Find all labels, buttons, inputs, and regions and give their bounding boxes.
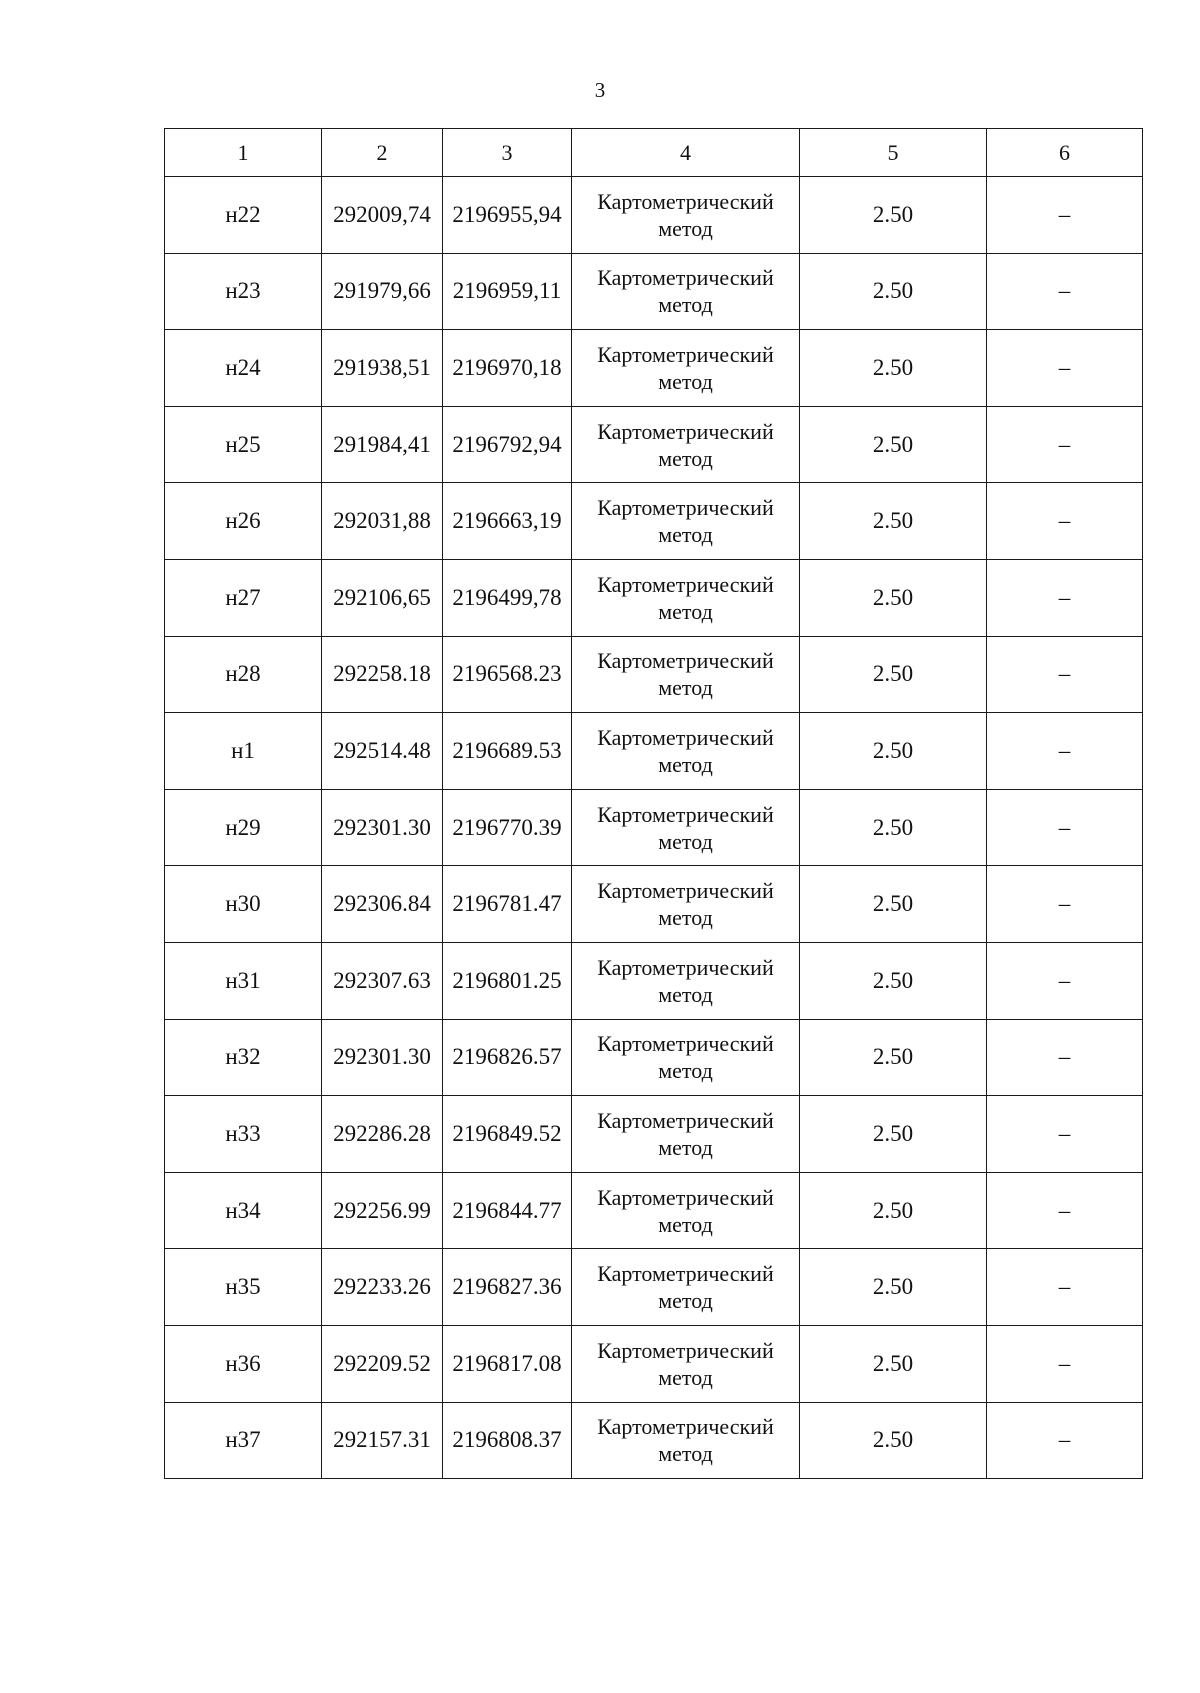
point-id-cell: н30 — [165, 866, 322, 943]
x-coordinate-cell: 292106,65 — [322, 559, 443, 636]
table-row — [165, 1402, 1143, 1479]
method-line-1: Картометрический — [597, 265, 774, 291]
column-header: 2 — [322, 129, 443, 177]
y-coordinate-cell: 2196817.08 — [443, 1325, 572, 1402]
method-line-1: Картометрический — [597, 954, 774, 980]
y-coordinate-cell: 2196499,78 — [443, 559, 572, 636]
accuracy-cell: 2.50 — [800, 1172, 987, 1249]
method-cell — [572, 636, 800, 713]
point-id-cell: н34 — [165, 1172, 322, 1249]
table-row — [165, 1172, 1143, 1249]
column-header: 1 — [165, 129, 322, 177]
table-row — [165, 1325, 1143, 1402]
table-row — [165, 1019, 1143, 1096]
note-cell: – — [987, 1402, 1143, 1479]
accuracy-cell: 2.50 — [800, 1249, 987, 1326]
note-cell: – — [987, 789, 1143, 866]
x-coordinate-cell: 292286.28 — [322, 1096, 443, 1173]
table-row — [165, 942, 1143, 1019]
point-id-cell: н28 — [165, 636, 322, 713]
point-id-cell: н24 — [165, 330, 322, 407]
note-cell: – — [987, 406, 1143, 483]
x-coordinate-cell: 292233.26 — [322, 1249, 443, 1326]
point-id-cell: н35 — [165, 1249, 322, 1326]
point-id-cell: н29 — [165, 789, 322, 866]
method-cell — [572, 1402, 800, 1479]
y-coordinate-cell: 2196827.36 — [443, 1249, 572, 1326]
method-line-2: метод — [658, 981, 713, 1007]
x-coordinate-cell: 292307.63 — [322, 942, 443, 1019]
x-coordinate-cell: 291984,41 — [322, 406, 443, 483]
column-header: 4 — [572, 129, 800, 177]
method-line-1: Картометрический — [597, 1031, 774, 1057]
y-coordinate-cell: 2196959,11 — [443, 253, 572, 330]
x-coordinate-cell: 292209.52 — [322, 1325, 443, 1402]
point-id-cell: н27 — [165, 559, 322, 636]
method-cell — [572, 1172, 800, 1249]
header-row — [165, 129, 1143, 177]
point-id-cell: н31 — [165, 942, 322, 1019]
y-coordinate-cell: 2196781.47 — [443, 866, 572, 943]
method-line-1: Картометрический — [597, 1261, 774, 1287]
y-coordinate-cell: 2196801.25 — [443, 942, 572, 1019]
x-coordinate-cell: 292258.18 — [322, 636, 443, 713]
y-coordinate-cell: 2196826.57 — [443, 1019, 572, 1096]
coordinates-table — [164, 128, 1143, 1479]
method-line-1: Картометрический — [597, 1107, 774, 1133]
accuracy-cell: 2.50 — [800, 636, 987, 713]
point-id-cell: н36 — [165, 1325, 322, 1402]
method-cell — [572, 789, 800, 866]
accuracy-cell: 2.50 — [800, 253, 987, 330]
note-cell: – — [987, 636, 1143, 713]
y-coordinate-cell: 2196849.52 — [443, 1096, 572, 1173]
point-id-cell: н1 — [165, 713, 322, 790]
point-id-cell: н26 — [165, 483, 322, 560]
x-coordinate-cell: 292514.48 — [322, 713, 443, 790]
method-line-1: Картометрический — [597, 1414, 774, 1440]
method-line-2: метод — [658, 215, 713, 241]
table-row — [165, 483, 1143, 560]
x-coordinate-cell: 291938,51 — [322, 330, 443, 407]
accuracy-cell: 2.50 — [800, 1325, 987, 1402]
accuracy-cell: 2.50 — [800, 1096, 987, 1173]
note-cell: – — [987, 483, 1143, 560]
x-coordinate-cell: 292031,88 — [322, 483, 443, 560]
table-row — [165, 1249, 1143, 1326]
method-cell — [572, 713, 800, 790]
x-coordinate-cell: 291979,66 — [322, 253, 443, 330]
point-id-cell: н37 — [165, 1402, 322, 1479]
method-line-2: метод — [658, 828, 713, 854]
accuracy-cell: 2.50 — [800, 1402, 987, 1479]
point-id-cell: н23 — [165, 253, 322, 330]
table-row — [165, 177, 1143, 254]
point-id-cell: н25 — [165, 406, 322, 483]
page-number: 3 — [594, 78, 606, 102]
y-coordinate-cell: 2196792,94 — [443, 406, 572, 483]
note-cell: – — [987, 559, 1143, 636]
method-line-1: Картометрический — [597, 341, 774, 367]
column-header: 5 — [800, 129, 987, 177]
x-coordinate-cell: 292009,74 — [322, 177, 443, 254]
method-line-1: Картометрический — [597, 571, 774, 597]
accuracy-cell: 2.50 — [800, 406, 987, 483]
note-cell: – — [987, 942, 1143, 1019]
method-line-1: Картометрический — [597, 1184, 774, 1210]
accuracy-cell: 2.50 — [800, 559, 987, 636]
table-row — [165, 559, 1143, 636]
method-line-1: Картометрический — [597, 801, 774, 827]
method-line-1: Картометрический — [597, 878, 774, 904]
method-line-2: метод — [658, 292, 713, 318]
point-id-cell: н32 — [165, 1019, 322, 1096]
note-cell: – — [987, 866, 1143, 943]
method-line-2: метод — [658, 675, 713, 701]
table-row — [165, 636, 1143, 713]
method-line-2: метод — [658, 522, 713, 548]
table-body — [165, 177, 1143, 1479]
method-cell — [572, 406, 800, 483]
x-coordinate-cell: 292301.30 — [322, 789, 443, 866]
accuracy-cell: 2.50 — [800, 1019, 987, 1096]
y-coordinate-cell: 2196844.77 — [443, 1172, 572, 1249]
method-line-2: метод — [658, 1364, 713, 1390]
x-coordinate-cell: 292157.31 — [322, 1402, 443, 1479]
method-cell — [572, 1249, 800, 1326]
method-cell — [572, 253, 800, 330]
point-id-cell: н33 — [165, 1096, 322, 1173]
accuracy-cell: 2.50 — [800, 483, 987, 560]
method-line-1: Картометрический — [597, 1337, 774, 1363]
table-row — [165, 866, 1143, 943]
note-cell: – — [987, 177, 1143, 254]
method-cell — [572, 1019, 800, 1096]
method-cell — [572, 330, 800, 407]
note-cell: – — [987, 330, 1143, 407]
y-coordinate-cell: 2196970,18 — [443, 330, 572, 407]
method-line-2: метод — [658, 1288, 713, 1314]
y-coordinate-cell: 2196568.23 — [443, 636, 572, 713]
y-coordinate-cell: 2196689.53 — [443, 713, 572, 790]
method-cell — [572, 1325, 800, 1402]
method-line-2: метод — [658, 598, 713, 624]
method-line-2: метод — [658, 445, 713, 471]
method-line-1: Картометрический — [597, 495, 774, 521]
y-coordinate-cell: 2196770.39 — [443, 789, 572, 866]
method-line-2: метод — [658, 905, 713, 931]
method-line-1: Картометрический — [597, 648, 774, 674]
y-coordinate-cell: 2196808.37 — [443, 1402, 572, 1479]
method-cell — [572, 177, 800, 254]
method-line-2: метод — [658, 368, 713, 394]
table-row — [165, 330, 1143, 407]
method-cell — [572, 483, 800, 560]
table-row — [165, 1096, 1143, 1173]
method-cell — [572, 942, 800, 1019]
method-line-1: Картометрический — [597, 188, 774, 214]
method-cell — [572, 559, 800, 636]
method-cell — [572, 1096, 800, 1173]
note-cell: – — [987, 1096, 1143, 1173]
note-cell: – — [987, 253, 1143, 330]
note-cell: – — [987, 1325, 1143, 1402]
y-coordinate-cell: 2196663,19 — [443, 483, 572, 560]
note-cell: – — [987, 1172, 1143, 1249]
table-row — [165, 713, 1143, 790]
table-row — [165, 406, 1143, 483]
x-coordinate-cell: 292306.84 — [322, 866, 443, 943]
accuracy-cell: 2.50 — [800, 713, 987, 790]
method-line-2: метод — [658, 1211, 713, 1237]
accuracy-cell: 2.50 — [800, 330, 987, 407]
column-header: 6 — [987, 129, 1143, 177]
accuracy-cell: 2.50 — [800, 866, 987, 943]
accuracy-cell: 2.50 — [800, 177, 987, 254]
method-line-2: метод — [658, 1058, 713, 1084]
method-line-1: Картометрический — [597, 418, 774, 444]
x-coordinate-cell: 292301.30 — [322, 1019, 443, 1096]
method-line-2: метод — [658, 1441, 713, 1467]
accuracy-cell: 2.50 — [800, 942, 987, 1019]
column-header: 3 — [443, 129, 572, 177]
y-coordinate-cell: 2196955,94 — [443, 177, 572, 254]
table-row — [165, 789, 1143, 866]
x-coordinate-cell: 292256.99 — [322, 1172, 443, 1249]
table-header — [165, 129, 1143, 177]
note-cell: – — [987, 1249, 1143, 1326]
method-line-2: метод — [658, 751, 713, 777]
point-id-cell: н22 — [165, 177, 322, 254]
table-row — [165, 253, 1143, 330]
note-cell: – — [987, 1019, 1143, 1096]
method-line-2: метод — [658, 1134, 713, 1160]
accuracy-cell: 2.50 — [800, 789, 987, 866]
method-line-1: Картометрический — [597, 724, 774, 750]
method-cell — [572, 866, 800, 943]
note-cell: – — [987, 713, 1143, 790]
